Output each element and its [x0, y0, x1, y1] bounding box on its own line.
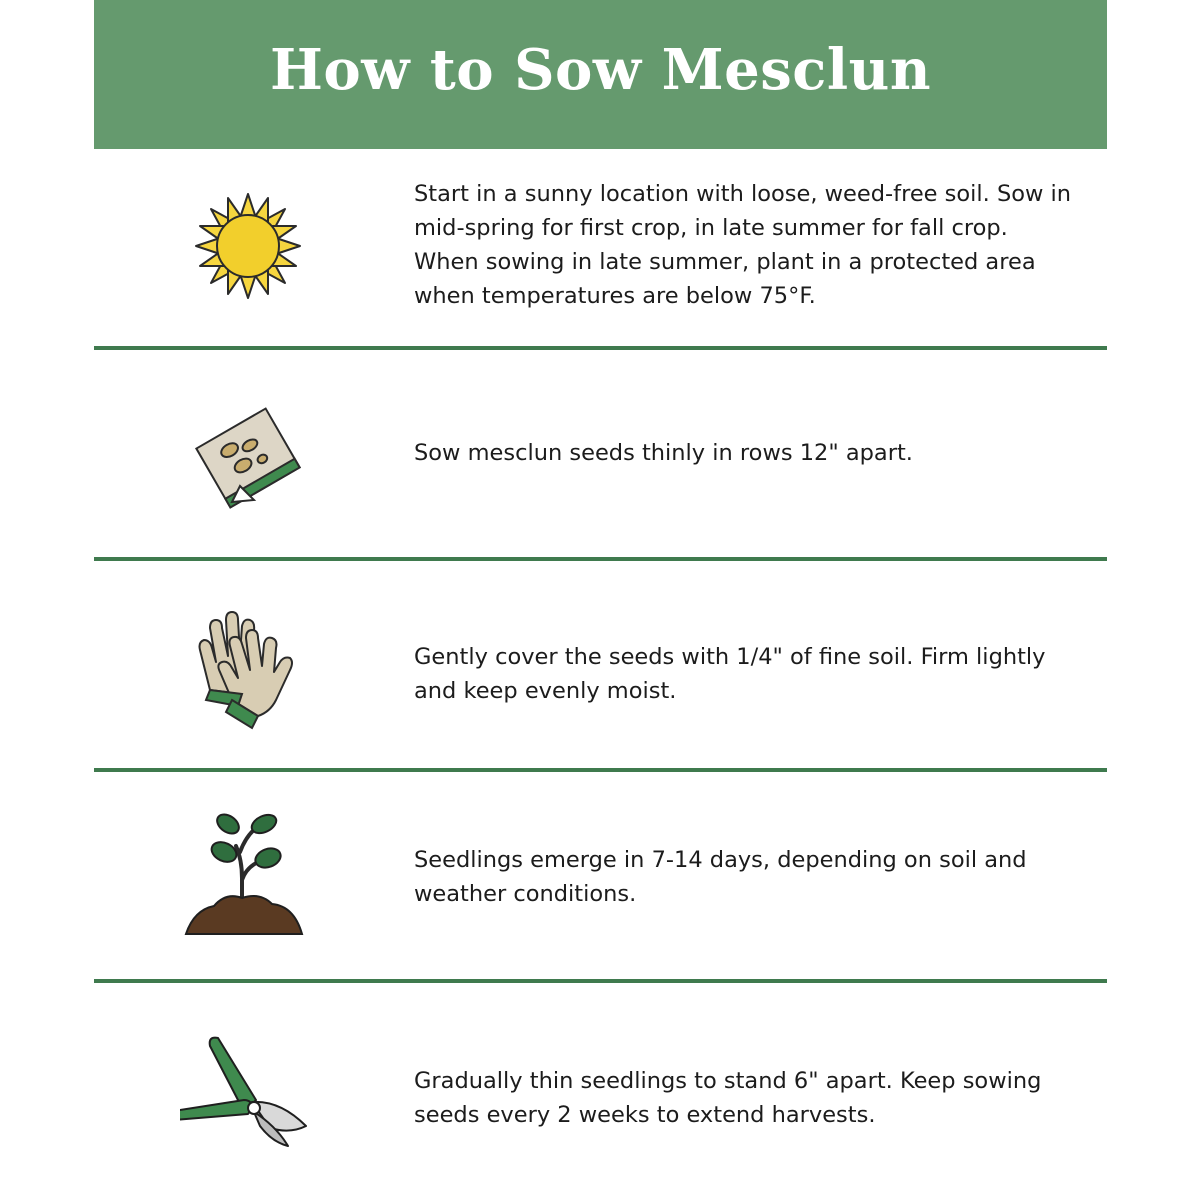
step-divider [94, 346, 1107, 350]
step-2-text: Sow mesclun seeds thinly in rows 12" apart. [414, 440, 913, 466]
page-title: How to Sow Mesclun [269, 37, 932, 103]
step-divider [94, 979, 1107, 983]
step-1-text: Start in a sunny location with loose, weed-free soil. Sow in mid-spring for first crop, in late summer for fall crop. When sowing in late summer, plant in a protected area when temperatures are below 75°F. [414, 181, 1072, 309]
pruning-shears-icon [180, 1030, 316, 1166]
step-divider [94, 557, 1107, 561]
step-4-text: Seedlings emerge in 7-14 days, depending on soil and weather conditions. [414, 847, 1027, 907]
sun-icon [180, 178, 316, 314]
step-3-text: Gently cover the seeds with 1/4" of fine soil. Firm lightly and keep evenly moist. [414, 644, 1046, 704]
gardening-gloves-icon [180, 600, 316, 736]
seed-packet-icon [180, 390, 316, 526]
title-banner [94, 0, 1107, 149]
seedling-icon [180, 806, 316, 942]
step-divider [94, 768, 1107, 772]
sowing-guide-card [94, 0, 1107, 1200]
step-5-text: Gradually thin seedlings to stand 6" apart. Keep sowing seeds every 2 weeks to extend harvests. [414, 1068, 1042, 1128]
